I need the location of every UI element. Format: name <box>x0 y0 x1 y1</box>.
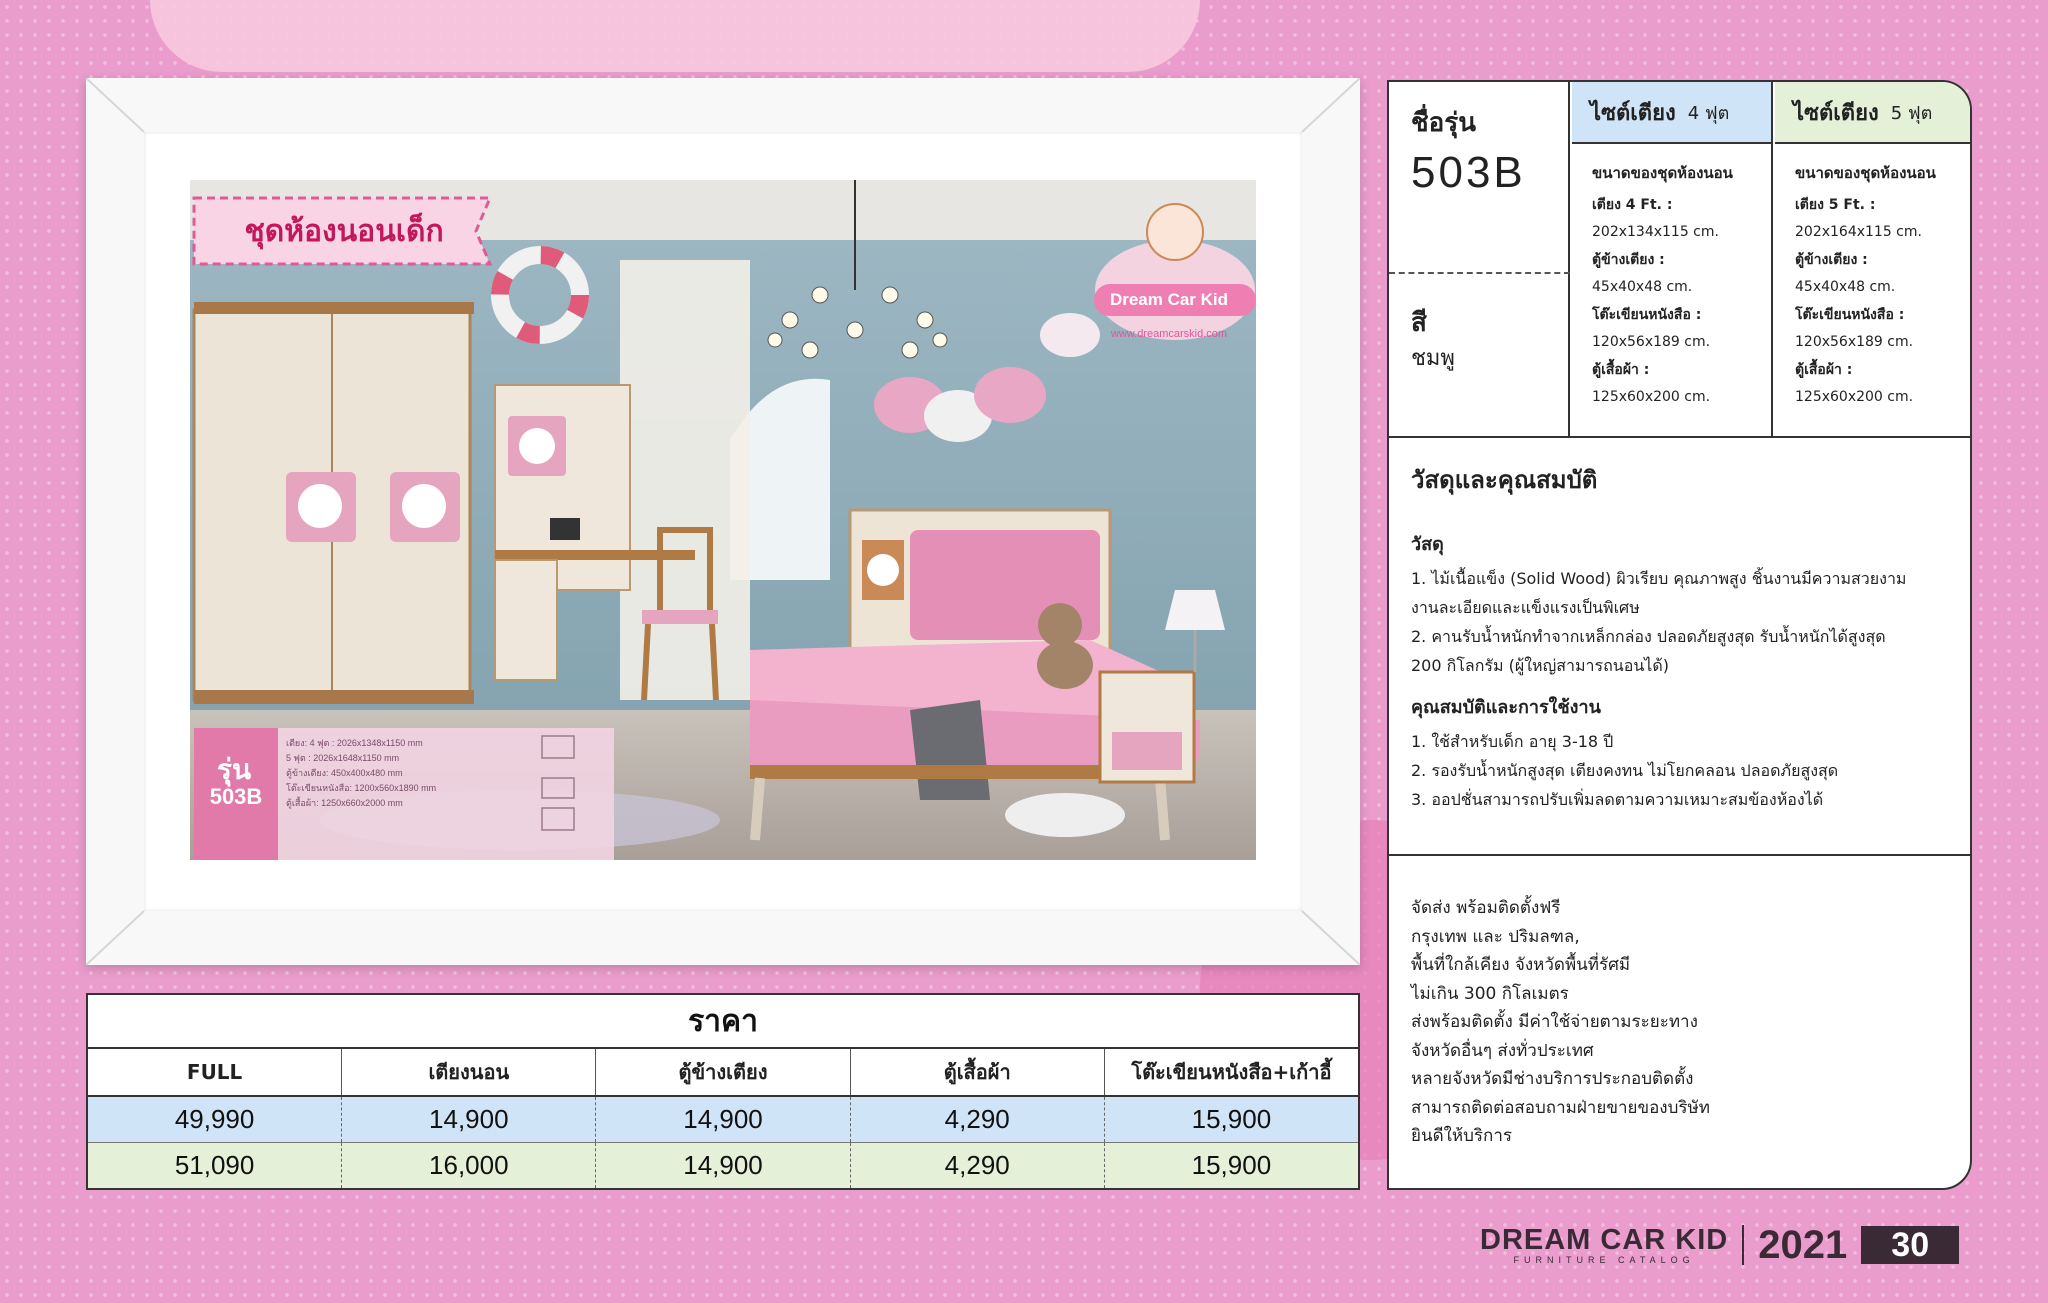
size-column-4ft <box>1572 82 1773 436</box>
price-col-header: เตียงนอน <box>341 1049 595 1095</box>
price-row-4ft <box>88 1097 1358 1143</box>
materials-subtitle: วัสดุ <box>1411 534 1444 555</box>
materials-section <box>1411 460 1951 814</box>
size-line: 202x164x115 cm. <box>1795 224 1922 240</box>
size-line: ตู้ข้างเตียง : <box>1795 251 1868 268</box>
price-cell: 14,900 <box>595 1143 849 1188</box>
price-cell: 49,990 <box>174 1104 255 1134</box>
brand-subtitle: FURNITURE CATALOG <box>1513 1255 1695 1265</box>
shipping-line: พื้นที่ใกล้เคียง จังหวัดพื้นที่รัศมี <box>1411 955 1631 975</box>
price-table-title: ราคา <box>88 995 1358 1049</box>
size-header-unit: 4 ฟุต <box>1687 102 1730 124</box>
photo-spec-line: โต๊ะเขียนหนังสือ: 1200x560x1890 mm <box>286 783 437 793</box>
shipping-line: สามารถติดต่อสอบถามฝ่ายขายของบริษัท <box>1411 1097 1710 1118</box>
size-line: โต๊ะเขียนหนังสือ : <box>1592 306 1702 323</box>
photo-model-code: 503B <box>209 784 263 809</box>
price-cell: 14,900 <box>595 1097 849 1142</box>
model-value: 503B <box>1411 148 1526 197</box>
page-number: 30 <box>1861 1226 1959 1264</box>
color-label: สี <box>1411 308 1427 338</box>
materials-title: วัสดุและคุณสมบัติ <box>1411 466 1598 494</box>
shipping-line: ส่งพร้อมติดตั้ง มีค่าใช้จ่ายตามระยะทาง <box>1411 1012 1698 1032</box>
photo-spec-line: เตียง: 4 ฟุต : 2026x1348x1150 mm <box>286 738 423 748</box>
top-band <box>150 0 1200 72</box>
size-line: 45x40x48 cm. <box>1592 279 1693 295</box>
shipping-line: ไม่เกิน 300 กิโลเมตร <box>1411 983 1569 1004</box>
shipping-section <box>1411 894 1951 1151</box>
shipping-line: ยินดีให้บริการ <box>1411 1126 1513 1146</box>
price-cell: 51,090 <box>174 1150 255 1180</box>
photo-logo-text: Dream Car Kid <box>1109 290 1229 309</box>
size-line: 125x60x200 cm. <box>1795 389 1914 405</box>
size-line: โต๊ะเขียนหนังสือ : <box>1795 306 1905 323</box>
size-column-5ft <box>1775 82 1970 436</box>
features-line: 1. ใช้สำหรับเด็ก อายุ 3-18 ปี <box>1411 732 1614 751</box>
photo-logo-url: www.dreamcarskid.com <box>1110 328 1228 340</box>
size-header-label: ไซต์เตียง <box>1793 100 1879 126</box>
photo-spec-list <box>286 736 526 811</box>
shipping-line: จัดส่ง พร้อมติดตั้งฟรี <box>1411 898 1561 918</box>
size-line: ตู้เสื้อผ้า : <box>1592 361 1650 378</box>
price-cell: 15,900 <box>1104 1143 1358 1188</box>
size-line: 120x56x189 cm. <box>1592 334 1711 350</box>
info-panel <box>1387 80 1972 1190</box>
model-label: ชื่อรุ่น <box>1411 108 1476 138</box>
price-cell: 15,900 <box>1104 1097 1358 1142</box>
size-line: เตียง 4 Ft. : <box>1592 196 1673 213</box>
shipping-line: กรุงเทพ และ ปริมลฑล, <box>1411 926 1580 947</box>
price-cell: 14,900 <box>341 1097 595 1142</box>
price-col-header: ตู้เสื้อผ้า <box>850 1049 1104 1095</box>
model-column <box>1389 82 1570 436</box>
size-line: ตู้ข้างเตียง : <box>1592 251 1665 268</box>
size-header-label: ไซต์เตียง <box>1590 100 1676 126</box>
size-subtitle: ขนาดของชุดห้องนอน <box>1795 164 1936 182</box>
dashed-divider <box>1389 272 1570 274</box>
size-body-5ft <box>1775 144 1970 412</box>
photo-spec-line: ตู้เสื้อผ้า: 1250x660x2000 mm <box>286 798 403 808</box>
photo-banner-title: ชุดห้องนอนเด็ก <box>244 213 444 249</box>
size-line: 45x40x48 cm. <box>1795 279 1896 295</box>
size-header-unit: 5 ฟุต <box>1890 102 1933 124</box>
brand-logo <box>1480 1225 1728 1265</box>
spec-grid <box>1389 82 1970 438</box>
price-cell: 4,290 <box>850 1143 1104 1188</box>
color-value: ชมพู <box>1411 346 1455 371</box>
price-table-header-row <box>88 1049 1358 1097</box>
size-line: 202x134x115 cm. <box>1592 224 1719 240</box>
photo-spec-line: ตู้ข้างเตียง: 450x400x480 mm <box>286 768 403 778</box>
brand-name: DREAM CAR KID <box>1480 1224 1729 1256</box>
materials-line: 200 กิโลกรัม (ผู้ใหญ่สามารถนอนได้) <box>1411 656 1669 675</box>
shipping-line: หลายจังหวัดมีช่างบริการประกอบติดตั้ง <box>1411 1069 1694 1089</box>
size-body-4ft <box>1572 144 1771 412</box>
price-row-5ft <box>88 1143 1358 1188</box>
features-subtitle: คุณสมบัติและการใช้งาน <box>1411 697 1601 718</box>
materials-line: งานละเอียดและแข็งแรงเป็นพิเศษ <box>1411 598 1640 617</box>
size-line: 125x60x200 cm. <box>1592 389 1711 405</box>
price-table <box>86 993 1360 1190</box>
size-subtitle: ขนาดของชุดห้องนอน <box>1592 164 1733 182</box>
footer-separator <box>1742 1225 1744 1265</box>
price-cell: 16,000 <box>341 1143 595 1188</box>
features-line: 3. ออปชั่นสามารถปรับเพิ่มลดตามความเหมาะสมข้องห้องได้ <box>1411 790 1824 809</box>
price-col-header: โต๊ะเขียนหนังสือ+เก้าอี้ <box>1104 1049 1358 1095</box>
size-header-5ft <box>1775 82 1970 144</box>
size-line: ตู้เสื้อผ้า : <box>1795 361 1853 378</box>
price-col-header: FULL <box>186 1060 243 1084</box>
photo-spec-line: 5 ฟุต : 2026x1648x1150 mm <box>286 753 400 763</box>
catalog-year: 2021 <box>1758 1222 1848 1267</box>
size-line: 120x56x189 cm. <box>1795 334 1914 350</box>
features-line: 2. รองรับน้ำหนักสูงสุด เตียงคงทน ไม่โยกคลอน ปลอดภัยสูงสุด <box>1411 761 1839 780</box>
materials-line: 1. ไม้เนื้อแข็ง (Solid Wood) ผิวเรียบ คุณภาพสูง ชิ้นงานมีความสวยงาม <box>1411 569 1907 588</box>
size-header-4ft <box>1572 82 1771 144</box>
catalog-footer <box>1480 1222 1959 1268</box>
product-photo <box>190 180 1256 860</box>
photo-model-word: รุ่น <box>216 753 252 786</box>
section-divider <box>1389 854 1970 856</box>
size-line: เตียง 5 Ft. : <box>1795 196 1876 213</box>
shipping-line: จังหวัดอื่นๆ ส่งทั่วประเทศ <box>1411 1040 1594 1061</box>
price-cell: 4,290 <box>850 1097 1104 1142</box>
price-col-header: ตู้ข้างเตียง <box>595 1049 849 1095</box>
materials-line: 2. คานรับน้ำหนักทำจากเหล็กกล่อง ปลอดภัยสูงสุด รับน้ำหนักได้สูงสุด <box>1411 627 1886 646</box>
